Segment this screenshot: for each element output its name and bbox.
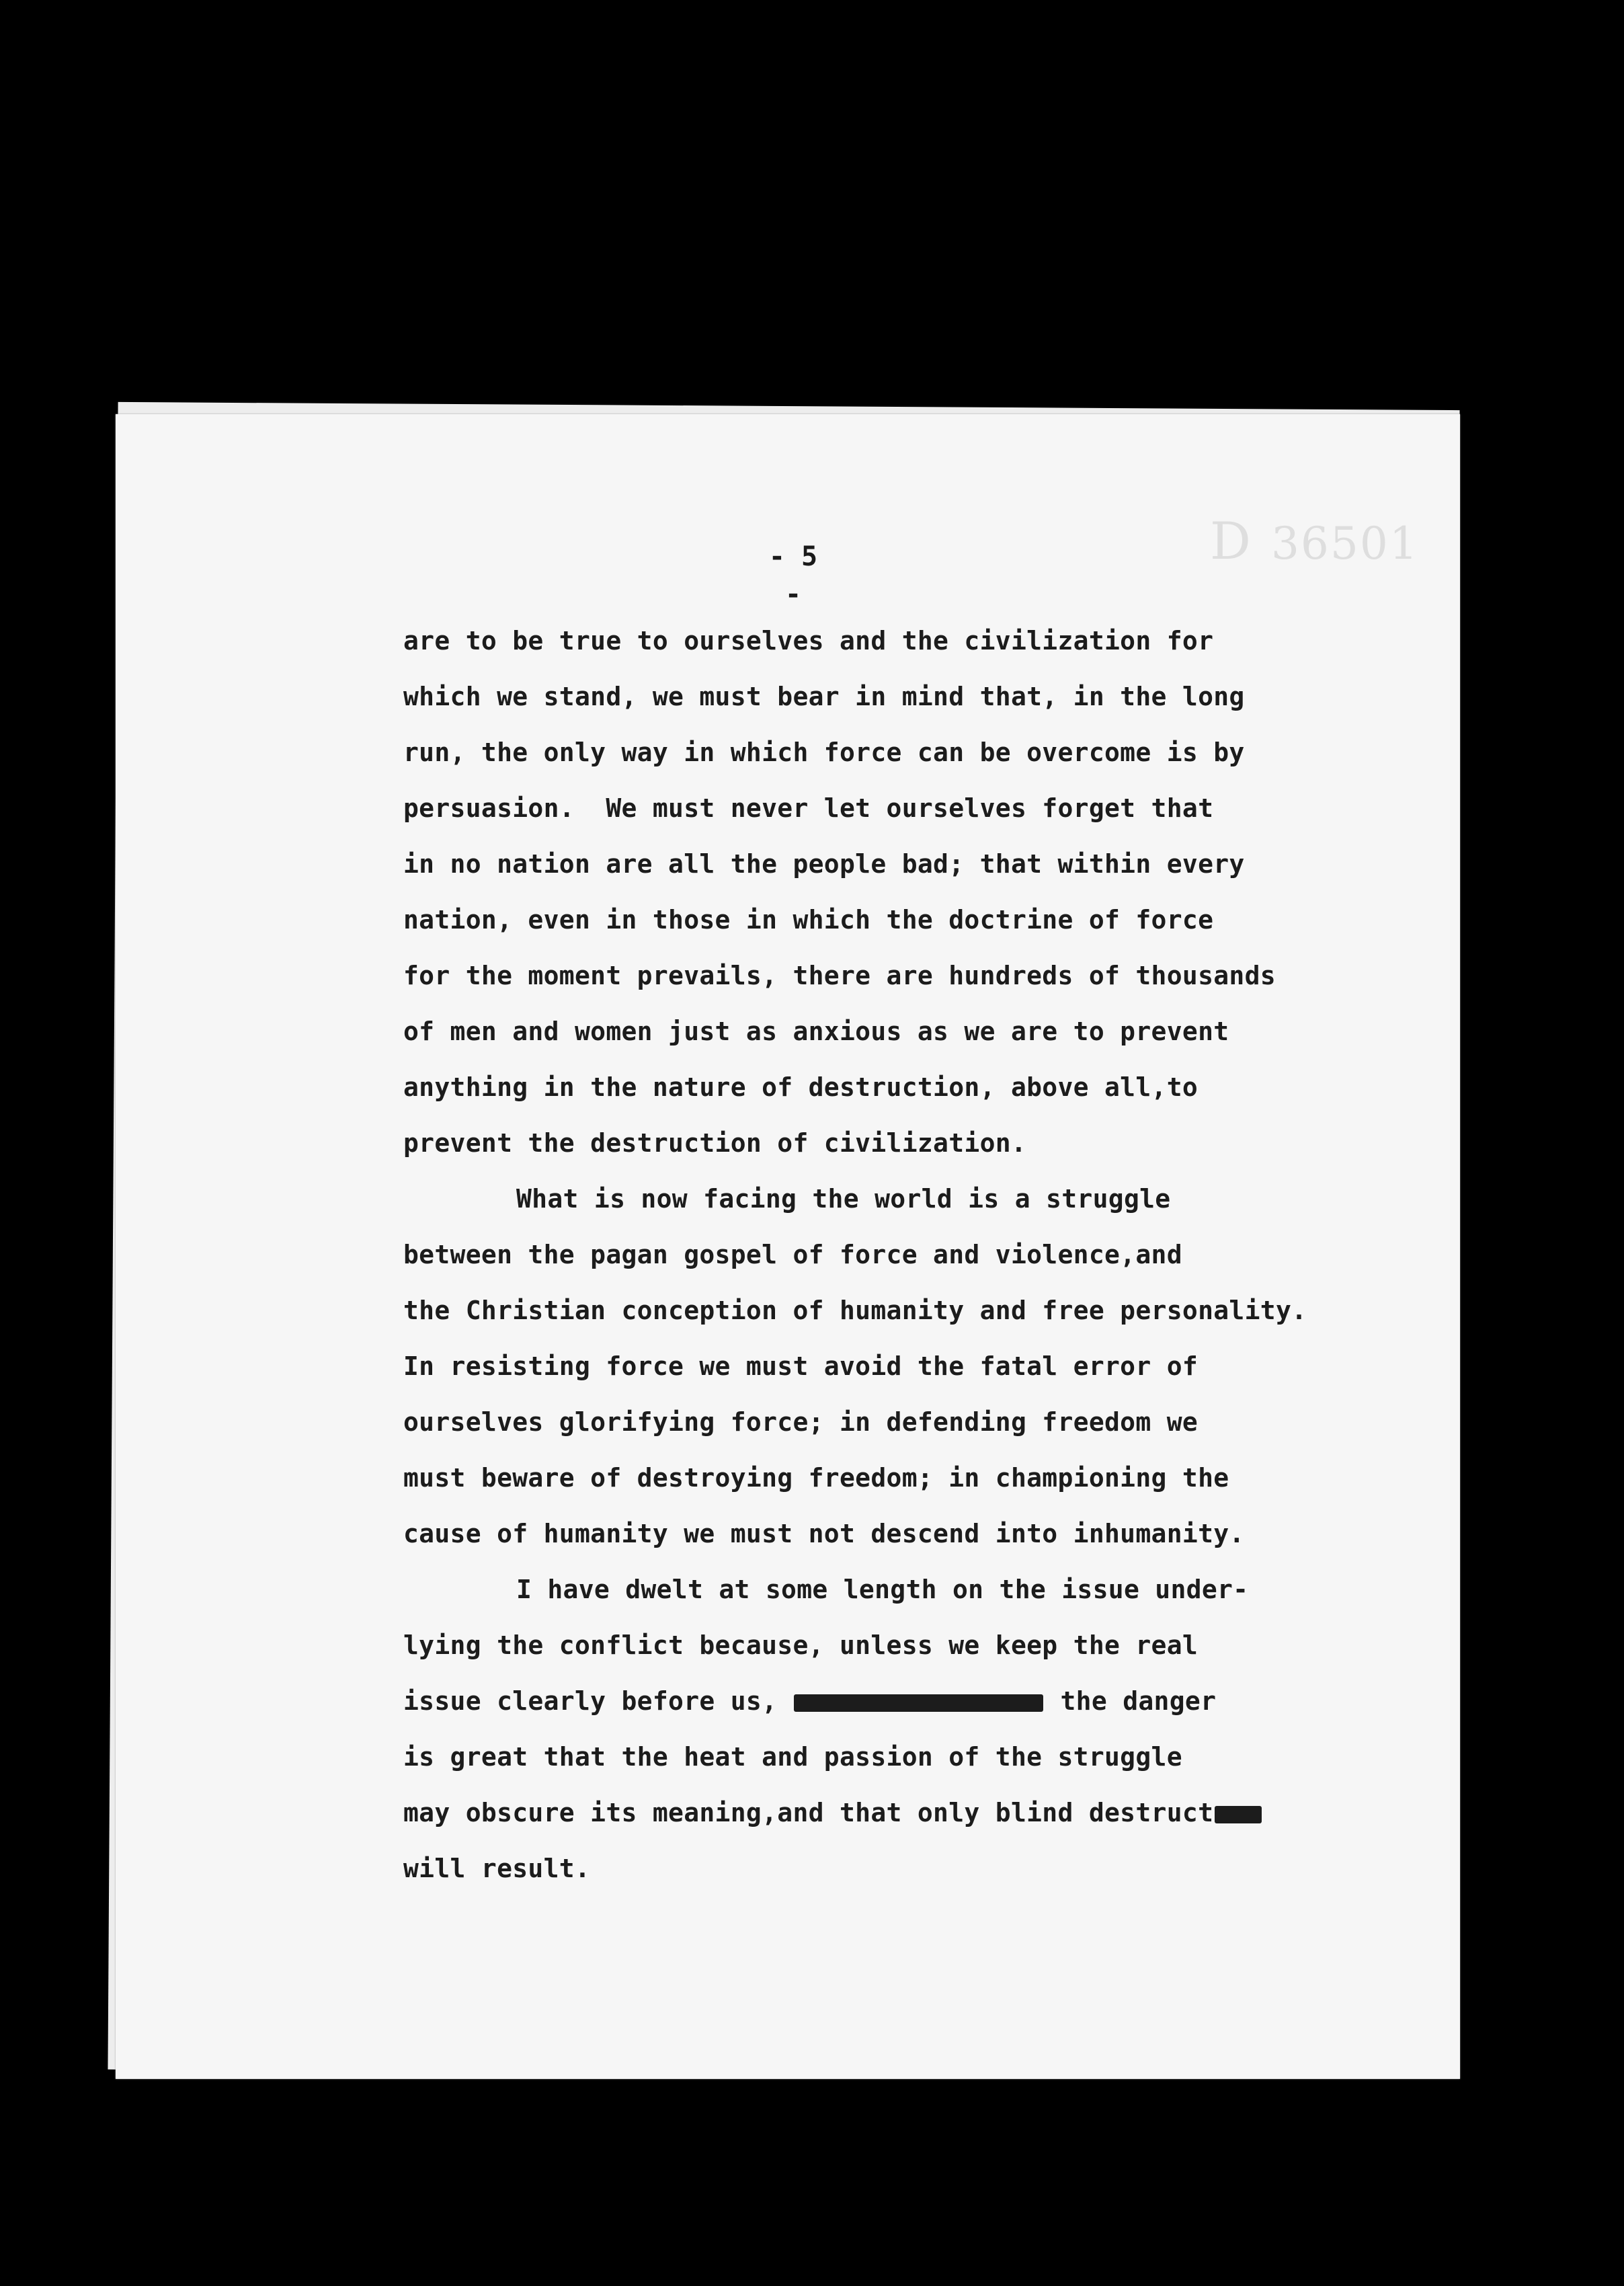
text-line: which we stand, we must bear in mind that, in the long — [403, 682, 1245, 711]
page-body — [403, 613, 1452, 1897]
text-line: anything in the nature of destruction, above all,to — [403, 1072, 1199, 1102]
page-number: - 5 - — [768, 541, 818, 610]
text-line: of men and women just as anxious as we are to prevent — [403, 1017, 1229, 1046]
text-line: I have dwelt at some length on the issue under- — [516, 1575, 1249, 1604]
text-line: between the pagan gospel of force and violence,and — [403, 1240, 1182, 1269]
struck-out-text — [794, 1694, 1043, 1712]
text-line: ourselves glorifying force; in defending freedom we — [403, 1407, 1199, 1437]
text-line: In resisting force we must avoid the fatal error of — [403, 1351, 1199, 1381]
text-line: for the moment prevails, there are hundreds of thousands — [403, 961, 1276, 990]
text-line: the Christian conception of humanity and free personality. — [403, 1296, 1307, 1325]
text-line: will result. — [403, 1854, 591, 1883]
text-line: lying the conflict because, unless we keep the real — [403, 1630, 1199, 1660]
text-line: nation, even in those in which the doctrine of force — [403, 905, 1214, 935]
text-fragment: may obscure its meaning,and that only blind destruct — [403, 1798, 1214, 1827]
archive-stamp — [1210, 511, 1419, 574]
text-line: persuasion. We must never let ourselves forget that — [403, 793, 1214, 823]
archive-stamp-prefix: D — [1210, 511, 1252, 571]
text-line-with-strikeout — [403, 1785, 1452, 1841]
text-line: in no nation are all the people bad; that within every — [403, 849, 1245, 879]
text-line: prevent the destruction of civilization. — [403, 1128, 1027, 1158]
text-line: cause of humanity we must not descend into inhumanity. — [403, 1519, 1245, 1548]
text-fragment: the danger — [1045, 1686, 1217, 1716]
text-line: What is now facing the world is a struggle — [516, 1184, 1171, 1214]
text-line: are to be true to ourselves and the civilization for — [403, 626, 1214, 656]
struck-out-ending — [1215, 1806, 1262, 1823]
text-line: must beware of destroying freedom; in championing the — [403, 1463, 1229, 1493]
text-line: is great that the heat and passion of the struggle — [403, 1742, 1182, 1772]
text-line-with-strikeout — [403, 1673, 1452, 1729]
text-fragment: issue clearly before us, — [403, 1686, 793, 1716]
archive-stamp-number: 36501 — [1270, 518, 1419, 569]
text-line: run, the only way in which force can be overcome is by — [403, 738, 1245, 767]
